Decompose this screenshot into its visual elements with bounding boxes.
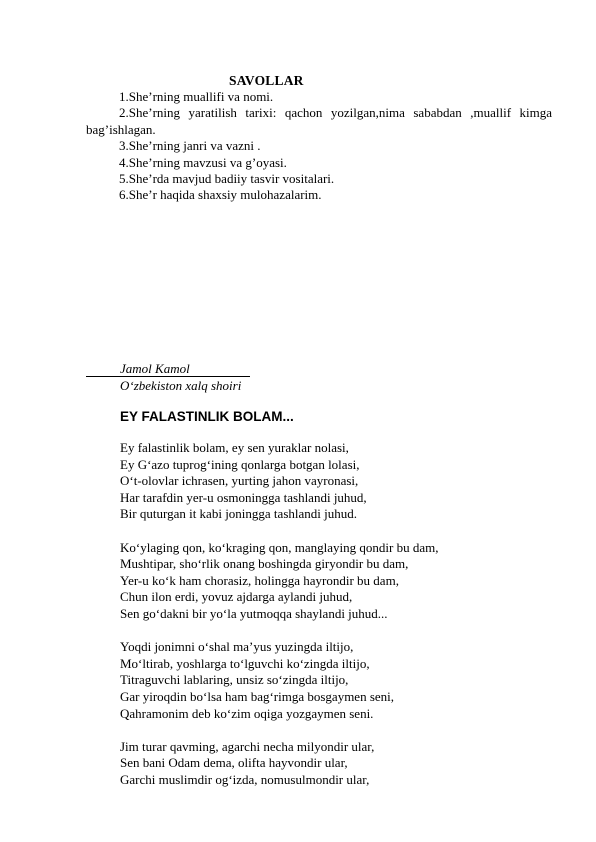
poem-line: Jim turar qavming, agarchi necha milyondir ular, <box>120 738 375 754</box>
poem-line: Ey G‘azo tuprog‘ining qonlarga botgan lolasi, <box>120 456 360 472</box>
question-item: 5.She’rda mavjud badiiy tasvir vositalari. <box>119 171 335 187</box>
poem-line: Ey falastinlik bolam, ey sen yuraklar nolasi, <box>120 440 349 455</box>
poem-line: Mushtipar, sho‘rlik onang boshingda giryondir bu dam, <box>120 556 409 572</box>
poem-line: Qahramonim deb ko‘zim oqiga yozgaymen seni. <box>120 705 374 721</box>
poem-stanza <box>120 739 560 789</box>
question-item: 6.She’r haqida shaxsiy mulohazalarim. <box>119 187 322 203</box>
questions-heading: SAVOLLAR <box>229 73 304 88</box>
author-name: Jamol Kamol <box>120 361 190 376</box>
poem-line: Ko‘ylaging qon, ko‘kraging qon, manglaying qondir bu dam, <box>120 539 439 555</box>
poem-line: Yoqdi jonimni o‘shal ma’yus yuzingda iltijo, <box>120 639 354 655</box>
question-item: 2.She’rning yaratilish tarixi: qachon yozilgan,nima sababdan ,muallif kimga bag’ishlagan. <box>86 105 552 137</box>
question-item: 4.She’rning mavzusi va g’oyasi. <box>119 154 287 170</box>
poem-line: Sen bani Odam dema, olifta hayvondir ular, <box>120 755 348 771</box>
poem-line: Gar yiroqdin bo‘lsa ham bag‘rimga bosgaymen seni, <box>120 688 395 704</box>
poem-line: Yer-u ko‘k ham chorasiz, holingga hayrondir bu dam, <box>120 572 399 588</box>
poem-stanza <box>120 440 560 523</box>
poem-title: EY FALASTINLIK BOLAM... <box>120 409 294 424</box>
question-item: 3.She’rning janri va vazni . <box>119 138 261 154</box>
poem-stanza <box>120 639 560 722</box>
author-title: O‘zbekiston xalq shoiri <box>120 378 242 393</box>
poem-line: Har tarafdin yer-u osmoningga tashlandi juhud, <box>120 489 367 505</box>
poem-line: Titraguvchi lablaring, unsiz so‘zingda iltijo, <box>120 672 349 688</box>
poem-line: Sen go‘dakni bir yo‘la yutmoqqa shaylandi juhud... <box>120 605 388 621</box>
questions-list <box>86 89 552 204</box>
poem-body <box>120 440 560 805</box>
poem-line: Chun ilon erdi, yovuz ajdarga aylandi juhud, <box>120 589 353 605</box>
poem-line: Garchi muslimdir og‘izda, nomusulmondir ular, <box>120 771 370 787</box>
question-item: 1.She’rning muallifi va nomi. <box>119 89 274 104</box>
poem-line: Bir quturgan it kabi joningga tashlandi juhud. <box>120 506 357 522</box>
poem-line: O‘t-olovlar ichrasen, yurting jahon vayronasi, <box>120 473 359 489</box>
poem-line: Mo‘ltirab, yoshlarga to‘lguvchi ko‘zingda iltijo, <box>120 655 370 671</box>
poem-stanza <box>120 540 560 623</box>
